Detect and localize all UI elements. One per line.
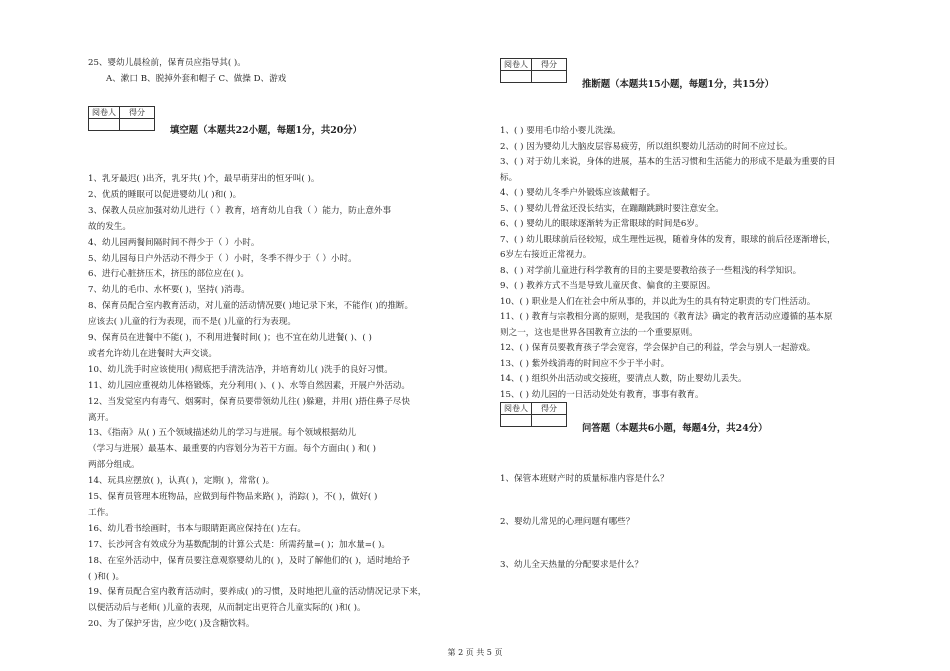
fill-question-line: 19、保育员配合室内教育活动时，要养成( )的习惯，及时地把儿童的活动情况记录下来， [88, 587, 427, 598]
fill-question-line: 12、当发觉室内有毒气、烟雾时，保育员要带领幼儿往( )躲避，并用( )捂住鼻子尽快 [88, 396, 410, 407]
fill-question-line: 2、优质的睡眠可以促进婴幼儿( )和( )。 [88, 189, 242, 200]
fill-question-line: 7、幼儿的毛巾、水杯要( )，坚持( )消毒。 [88, 285, 250, 296]
judge-question-line: 1、( ) 要用毛巾给小婴儿洗澡。 [500, 126, 621, 136]
judge-question-line: 14、( ) 组织外出活动或交接班，要清点人数，防止婴幼儿丢失。 [500, 374, 747, 384]
question-25: 25、婴幼儿晨检前，保育员应指导其( )。 [88, 58, 246, 68]
fill-question-line: （学习与进展）最基本、最重要的内容划分为若干方面。每个方面由( ) 和( ) [88, 444, 377, 455]
score-cell [532, 415, 567, 427]
fill-question-line: 5、幼儿园每日户外活动不得少于（ ）小时，冬季不得少于（ ）小时。 [88, 253, 357, 264]
judge-section-title: 推断题（本题共15小题，每题1分，共15分） [582, 79, 774, 90]
score-box-qa [500, 402, 567, 427]
fill-question-line: 17、长沙河含有效成分为基数配制的计算公式是：所需药量=( )；加水量=( )。 [88, 539, 391, 550]
reviewer-label: 阅卷人 [89, 107, 120, 119]
score-cell [120, 119, 155, 131]
fill-section-title: 填空题（本题共22小题，每题1分，共20分） [170, 125, 362, 136]
fill-question-line: 6、进行心脏挤压术，挤压的部位应在( )。 [88, 269, 249, 280]
judge-question-line: 7、( ) 幼儿眼球前后径较短，成生理性远视，随着身体的发育，眼球的前后径逐渐增长， [500, 234, 836, 245]
fill-question-line: 应该去( )儿童的行为表现，而不是( )儿童的行为表现。 [88, 317, 296, 328]
judge-question-line: 15、( ) 幼儿园的一日活动处处有教育，事事有教育。 [500, 389, 704, 400]
reviewer-cell [89, 119, 120, 131]
judge-question-line: 10、( ) 职业是人们在社会中所从事的，并以此为生的具有特定职责的专门性活动。 [500, 296, 816, 307]
fill-question-line: 8、保育员配合室内教育活动，对儿童的活动情况要( )地记录下来，不能作( )的推断。 [88, 301, 414, 312]
fill-question-line: 3、保教人员应加强对幼儿进行（ ）教育，培育幼儿自我（ ）能力，防止意外事 [88, 205, 392, 216]
fill-question-line: 15、保育员管理本班物品，应做到每件物品来路( )，消踪( )，不( )，做好( ) [88, 492, 378, 502]
fill-question-line: 14、玩具应摆放( )，认真( )，定期( )，常常( )。 [88, 476, 275, 487]
judge-question-line: 8、( ) 对学前儿童进行科学教育的目的主要是要教给孩子一些粗浅的科学知识。 [500, 265, 802, 276]
judge-question-line: 标。 [500, 172, 518, 183]
fill-question-line: 工作。 [88, 507, 114, 518]
score-label: 得分 [532, 403, 567, 415]
fill-question-line: 以便活动后与老师( )儿童的表现，从而制定出更符合儿童实际的( )和( )。 [88, 603, 366, 614]
fill-question-line: 两部分组成。 [88, 460, 140, 471]
judge-question-line: 9、( ) 教养方式不当是导致儿童厌食、偏食的主要原因。 [500, 281, 716, 291]
fill-question-line: 离开。 [88, 412, 114, 423]
judge-question-line: 12、( ) 保育员要教育孩子学会宽容，学会保护自己的利益，学会与别人一起游戏。 [500, 343, 816, 353]
fill-question-line: 9、保育员在进餐中不能( )，不利用进餐时间( )；也不宜在幼儿进餐( )、( ) [88, 333, 372, 343]
judge-question-line: 2、( ) 因为婴幼儿大脑皮层容易疲劳，所以组织婴幼儿活动的时间不应过长。 [500, 141, 793, 152]
judge-question-line: 13、( ) 紫外线消毒的时间应不少于半小时。 [500, 358, 670, 369]
qa-question-3: 3、幼儿全天热量的分配要求是什么？ [500, 560, 643, 570]
fill-question-line: 16、幼儿看书绘画时，书本与眼睛距离应保持在( )左右。 [88, 523, 307, 534]
fill-question-line: 或者允许幼儿在进餐时大声交谈。 [88, 348, 217, 359]
score-label: 得分 [532, 59, 567, 71]
score-label: 得分 [120, 107, 155, 119]
score-box-judge [500, 58, 567, 83]
fill-question-line: ( )和( )。 [88, 571, 125, 582]
fill-question-line: 13、《指南》从( ) 五个领域描述幼儿的学习与进展。每个领域根据幼儿 [88, 428, 357, 439]
score-box-fill [88, 106, 155, 131]
fill-question-line: 1、乳牙最迟( )出齐，乳牙共( )个，最早萌芽出的恒牙叫( )。 [88, 174, 320, 184]
qa-question-2: 2、婴幼儿常见的心理问题有哪些？ [500, 517, 635, 527]
reviewer-label: 阅卷人 [501, 403, 532, 415]
reviewer-cell [501, 415, 532, 427]
judge-question-line: 11、( ) 教育与宗教相分离的原则，是我国的《教育法》确定的教育活动应遵循的基本原 [500, 312, 833, 322]
judge-question-line: 3、( ) 对于幼儿来说，身体的进展，基本的生活习惯和生活能力的形成不是最为重要的目 [500, 157, 836, 167]
fill-question-line: 11、幼儿园应重视幼儿体格锻炼，充分利用( )、( )、水等自然因素，开展户外活动。 [88, 380, 410, 391]
judge-question-line: 4、( ) 婴幼儿冬季户外锻炼应该戴帽子。 [500, 188, 656, 198]
score-cell [532, 71, 567, 83]
qa-section-title: 问答题（本题共6小题，每题4分，共24分） [582, 423, 768, 434]
reviewer-cell [501, 71, 532, 83]
judge-question-line: 6岁左右接近正常视力。 [500, 250, 592, 260]
fill-question-line: 4、幼儿园两餐间隔时间不得少于（ ）小时。 [88, 237, 260, 248]
qa-question-1: 1、保管本班财产时的质量标准内容是什么？ [500, 474, 669, 484]
fill-question-line: 故的发生。 [88, 221, 131, 232]
page-footer: 第 2 页 共 5 页 [447, 648, 503, 657]
judge-question-line: 6、( ) 婴幼儿的眼球逐渐转为正常眼球的时间是6岁。 [500, 219, 704, 229]
fill-question-line: 18、在室外活动中，保育员要注意观察婴幼儿的( )，及时了解他们的( )，适时地给予 [88, 555, 410, 566]
reviewer-label: 阅卷人 [501, 59, 532, 71]
judge-question-line: 5、( ) 婴幼儿骨盆还没长结实，在蹦蹦跳跳时要注意安全。 [500, 203, 724, 214]
judge-question-line: 则之一，这也是世界各国教育立法的一个重要原则。 [500, 327, 698, 338]
question-25-options: A、漱口 B、脱掉外套和帽子 C、做操 D、游戏 [106, 74, 287, 84]
fill-question-line: 20、为了保护牙齿，应少吃( )及含糖饮料。 [88, 619, 255, 630]
fill-question-line: 10、幼儿洗手时应该使用( )彻底把手清洗洁净，并培育幼儿( )洗手的良好习惯。 [88, 364, 393, 375]
